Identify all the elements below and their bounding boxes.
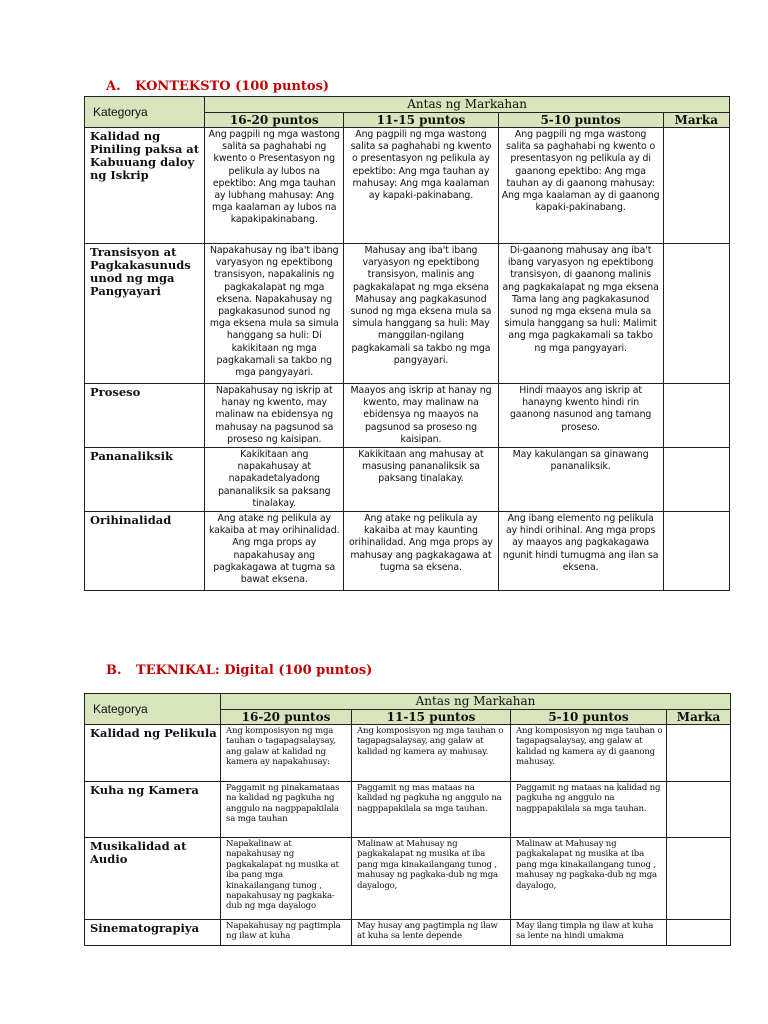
criteria-cell: Ang komposisyon ng mga tauhan o tagapagsalaysay, ang galaw at kalidad ng kamera ay mahusay. (352, 725, 511, 782)
criteria-cell: Malinaw at Mahusay ng pagkakalapat ng musika at iba pang mga kinakailangang tunog , mahusay ng pagkaka-dub ng mga dayalogo, (511, 838, 667, 920)
criteria-cell: Ang komposisyon ng mga tauhan o tagapagsalaysay, ang galaw at kalidad ng kamera ay napakahusay: (221, 725, 352, 782)
row-category: Musikalidad at Audio (85, 838, 221, 920)
table-row (85, 920, 731, 946)
criteria-cell: Paggamit ng pinakamataas na kalidad ng pagkuha ng anggulo na nagppapakilala sa mga tauhan (221, 782, 352, 838)
header-5-10: 5-10 puntos (511, 710, 667, 725)
section-a-title: KONTEKSTO (100 puntos) (135, 79, 330, 94)
criteria-cell: Ang ibang elemento ng pelikula ay hindi orihinal. Ang mga props ay maayos ang pagkakagawa ngunit hindi tumugma ang ilan sa eksena. (498, 512, 663, 591)
table-header-row (85, 694, 731, 710)
table-row (85, 838, 731, 920)
criteria-cell: May husay ang pagtimpla ng ilaw at kuha sa lente depende (352, 920, 511, 946)
criteria-cell: Napakahusay ng iba't ibang varyasyon ng epektibong transisyon, napakalinis ng pagkakalapat ng mga eksena. Napakahusay ng pagkakasunod sunod ng mga eksena mula sa simula hanggang sa huli: Di kakikitaan ng mga pagkakamali sa takbo ng mga pangyayari. (205, 244, 344, 384)
row-category: Kuha ng Kamera (85, 782, 221, 838)
criteria-cell: Napakalinaw at napakahusay ng pagkakalapat ng musika at iba pang mga kinakailangang tunog , napakahusay ng pagkaka-dub ng mga dayalogo (221, 838, 352, 920)
criteria-cell: Di-gaanong mahusay ang iba't ibang varyasyon ng epektibong transisyon, di gaanong malinis ang pagkakalapat ng mga eksena Tama lang ang pagkakasunod sunod ng mga eksena mula sa simula hanggang sa huli: Malimit ang mga pagkakamali sa takbo ng mga pangyayari. (498, 244, 663, 384)
row-category: Transisyon at Pagkakasunuds unod ng mga Pangyayari (85, 244, 205, 384)
header-5-10: 5-10 puntos (498, 113, 663, 128)
criteria-cell: Kakikitaan ang napakahusay at napakadetalyadong pananaliksik sa paksang tinalakay. (205, 448, 344, 512)
teknikal-rubric-table (84, 693, 731, 946)
row-category: Kalidad ng Piniling paksa at Kabuuang daloy ng Iskrip (85, 128, 205, 244)
criteria-cell: Napakahusay ng iskrip at hanay ng kwento, may malinaw na ebidensya ng mahusay na pagsunod sa proseso ng kaisipan. (205, 384, 344, 448)
table-row (85, 244, 730, 384)
section-b-heading (106, 663, 372, 678)
table-row (85, 384, 730, 448)
header-11-15: 11-15 puntos (352, 710, 511, 725)
criteria-cell: Ang pagpili ng mga wastong salita sa paghahabi ng kwento o presentasyon ng pelikula ay epektibo: Ang mga tauhan ay mahusay: Ang mga kaalaman ay kapaki-pakinabang. (344, 128, 498, 244)
marka-cell (663, 448, 729, 512)
criteria-cell: May ilang timpla ng ilaw at kuha sa lente na hindi umakma (511, 920, 667, 946)
marka-cell (667, 920, 731, 946)
header-16-20: 16-20 puntos (205, 113, 344, 128)
section-b-letter: B. (106, 663, 122, 678)
row-category: Pananaliksik (85, 448, 205, 512)
criteria-cell: Ang atake ng pelikula ay kakaiba at may kaunting orihinalidad. Ang mga props ay mahusay ang pagkakagawa at tugma sa eksena. (344, 512, 498, 591)
table-row (85, 512, 730, 591)
header-marka: Marka (663, 113, 729, 128)
table-header-row (85, 97, 730, 113)
section-a-letter: A. (106, 79, 121, 94)
criteria-cell: Ang komposisyon ng mga tauhan o tagapagsalaysay, ang galaw at kalidad ng kamera ay di gaanong mahusay. (511, 725, 667, 782)
criteria-cell: Napakahusay ng pagtimpla ng ilaw at kuha (221, 920, 352, 946)
section-a-heading (106, 79, 329, 94)
criteria-cell: Ang atake ng pelikula ay kakaiba at may orihinalidad. Ang mga props ay napakahusay ang pagkakagawa at tugma sa bawat eksena. (205, 512, 344, 591)
row-category: Orihinalidad (85, 512, 205, 591)
criteria-cell: Hindi maayos ang iskrip at hanayng kwento hindi rin gaanong nasunod ang tamang proseso. (498, 384, 663, 448)
header-kategorya: Kategorya (85, 97, 205, 128)
marka-cell (663, 384, 729, 448)
table-row (85, 448, 730, 512)
header-marka: Marka (667, 710, 731, 725)
konteksto-rubric-table (84, 96, 730, 591)
header-16-20: 16-20 puntos (221, 710, 352, 725)
marka-cell (663, 512, 729, 591)
criteria-cell: Paggamit ng mas mataas na kalidad ng pagkuha ng anggulo na nagppapakilala sa mga tauhan. (352, 782, 511, 838)
header-11-15: 11-15 puntos (344, 113, 498, 128)
marka-cell (663, 128, 729, 244)
marka-cell (663, 244, 729, 384)
criteria-cell: Paggamit ng mataas na kalidad ng pagkuha ng anggulo na nagppapakilala sa mga tauhan. (511, 782, 667, 838)
criteria-cell: Maayos ang iskrip at hanay ng kwento, may malinaw na ebidensya ng maayos na pagsunod sa proseso ng kaisipan. (344, 384, 498, 448)
header-antas-ng-markahan: Antas ng Markahan (205, 97, 730, 113)
criteria-cell: Malinaw at Mahusay ng pagkakalapat ng musika at iba pang mga kinakailangang tunog , mahusay ng pagkaka-dub ng mga dayalogo, (352, 838, 511, 920)
marka-cell (667, 838, 731, 920)
table-row (85, 128, 730, 244)
criteria-cell: Kakikitaan ang mahusay at masusing pananaliksik sa paksang tinalakay. (344, 448, 498, 512)
marka-cell (667, 725, 731, 782)
criteria-cell: Mahusay ang iba't ibang varyasyon ng epektibong transisyon, malinis ang pagkakalapat ng mga eksena Mahusay ang pagkakasunod sunod ng mga eksena mula sa simula hanggang sa huli: May manggilan-ngilang pagkakamali sa takbo ng mga pangyayari. (344, 244, 498, 384)
row-category: Sinematograpiya (85, 920, 221, 946)
criteria-cell: May kakulangan sa ginawang pananaliksik. (498, 448, 663, 512)
table-row (85, 782, 731, 838)
section-b-title: TEKNIKAL: Digital (100 puntos) (136, 663, 373, 678)
row-category: Kalidad ng Pelikula (85, 725, 221, 782)
criteria-cell: Ang pagpili ng mga wastong salita sa paghahabi ng kwento o Presentasyon ng pelikula ay lubos na epektibo: Ang mga tauhan ay lubhang mahusay: Ang mga kaalaman ay lubos na kapakipakinabang. (205, 128, 344, 244)
marka-cell (667, 782, 731, 838)
header-kategorya: Kategorya (85, 694, 221, 725)
header-antas-ng-markahan: Antas ng Markahan (221, 694, 731, 710)
row-category: Proseso (85, 384, 205, 448)
table-row (85, 725, 731, 782)
criteria-cell: Ang pagpili ng mga wastong salita sa paghahabi ng kwento o presentasyon ng pelikula ay di gaanong epektibo: Ang mga tauhan ay di gaanong mahusay: Ang mga kaalaman ay di gaanong kapaki-pakinabang. (498, 128, 663, 244)
